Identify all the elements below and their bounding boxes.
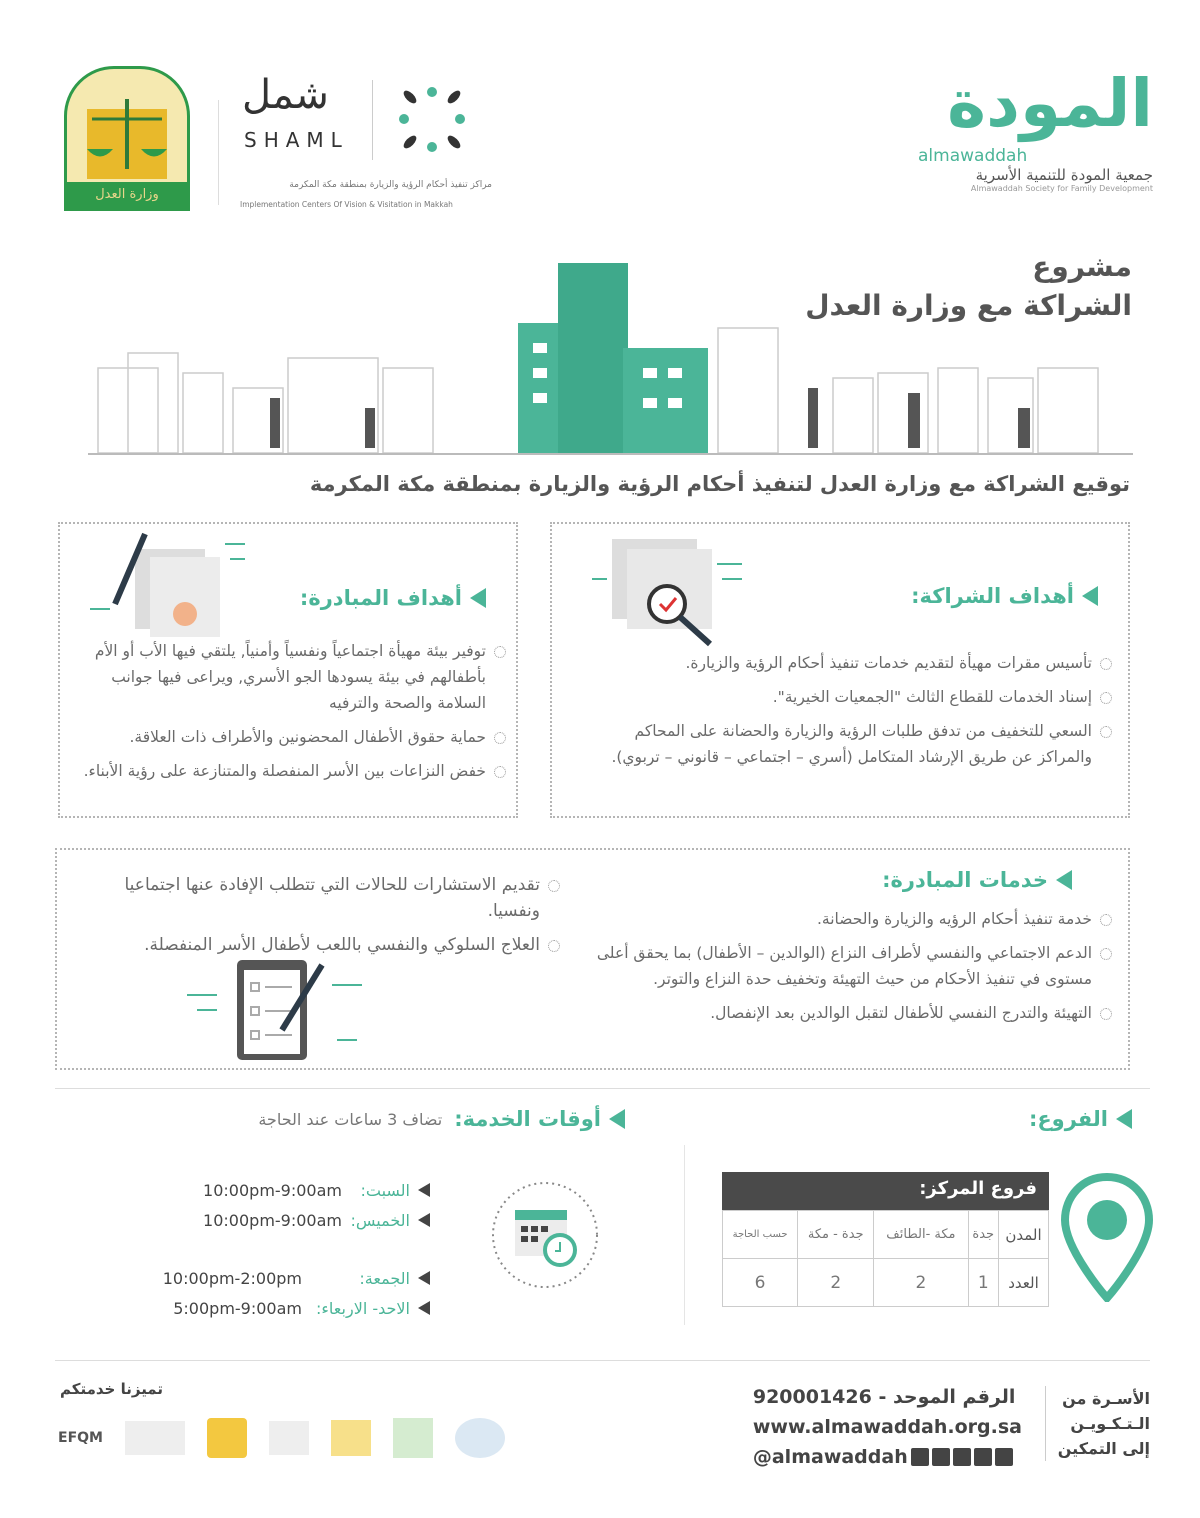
award-logo-icon <box>393 1418 433 1458</box>
ministry-of-justice-emblem <box>64 66 190 211</box>
initiative-goals-box <box>58 522 518 818</box>
heading-text: الفروع: <box>1028 1107 1108 1131</box>
day-label: الاحد- الاربعاء: <box>316 1298 410 1318</box>
service-hours-heading <box>454 1107 625 1131</box>
footer-slogan <box>1045 1386 1150 1461</box>
row-label: المدن <box>998 1211 1048 1259</box>
partnership-goals-box <box>550 522 1130 818</box>
time-range: 5:00pm-9:00am <box>173 1298 302 1318</box>
subtitle: توقيع الشراكة مع وزارة العدل لتنفيذ أحكام الرؤية والزيارة بمنطقة مكة المكرمة <box>309 472 1130 496</box>
snapchat-icon[interactable] <box>995 1448 1013 1466</box>
facebook-icon[interactable] <box>932 1448 950 1466</box>
triangle-bullet-icon <box>1116 1109 1132 1129</box>
branches-table <box>722 1172 1049 1307</box>
award-logo-icon <box>269 1421 309 1455</box>
table-cell: مكة -الطائف <box>874 1211 968 1259</box>
initiative-services-box <box>55 848 1130 1070</box>
service-hours-header <box>258 1107 625 1131</box>
table-row <box>723 1211 1049 1259</box>
triangle-bullet-icon <box>609 1109 625 1129</box>
triangle-bullet-icon <box>1056 870 1072 890</box>
title-line2: الشراكة مع وزارة العدل <box>805 289 1132 322</box>
list-item: خدمة تنفيذ أحكام الرؤيه والزيارة والحضانة. <box>584 906 1114 932</box>
footer-contact <box>753 1382 1022 1472</box>
partnership-goals-list <box>574 650 1114 778</box>
instagram-icon[interactable] <box>953 1448 971 1466</box>
website-link[interactable]: www.almawaddah.org.sa <box>752 1416 1022 1438</box>
almawaddah-logo <box>918 62 1153 212</box>
schedule-row <box>130 1293 430 1323</box>
youtube-icon[interactable] <box>974 1448 992 1466</box>
heading-text: خدمات المبادرة: <box>882 868 1048 892</box>
initiative-goals-heading <box>300 586 486 610</box>
list-item: تأسيس مقرات مهيأة لتقديم خدمات تنفيذ أحكام الرؤية والزيارة. <box>574 650 1114 676</box>
award-logo-icon <box>125 1421 185 1455</box>
city-skyline-illustration <box>88 258 1133 458</box>
heading-text: أهداف الشراكة: <box>911 584 1074 608</box>
triangle-bullet-icon <box>1082 586 1098 606</box>
location-pin-icon <box>1060 1172 1155 1302</box>
almawaddah-name-en: Almawaddah Society for Family Development <box>970 184 1153 193</box>
row-label: العدد <box>998 1259 1048 1307</box>
initiative-services-list-right <box>584 906 1114 1034</box>
service-hours-note: تضاف 3 ساعات عند الحاجة <box>258 1109 443 1129</box>
table-cell: 2 <box>798 1259 874 1307</box>
schedule-row <box>130 1263 430 1293</box>
partnership-goals-heading <box>911 584 1098 608</box>
triangle-bullet-icon <box>418 1301 430 1315</box>
branches-table-title: فروع المركز: <box>722 1172 1049 1210</box>
time-range: 10:00pm-9:00am <box>203 1180 342 1200</box>
awards-logos <box>58 1418 505 1458</box>
table-row <box>723 1259 1049 1307</box>
table-cell: حسب الحاجة <box>723 1211 798 1259</box>
table-cell: 1 <box>968 1259 998 1307</box>
almawaddah-logo-arabic: المودة <box>947 65 1153 142</box>
shaml-arabic: شمل <box>242 72 329 118</box>
heading-text: أهداف المبادرة: <box>299 586 462 610</box>
phone-number[interactable]: الرقم الموحد - 920001426 <box>752 1386 1016 1408</box>
slogan-line: الأسـرة من <box>1062 1389 1150 1408</box>
day-label: السبت: <box>360 1180 410 1200</box>
document-magnifier-icon <box>582 534 752 649</box>
shaml-logo <box>240 72 495 212</box>
list-item: الدعم الاجتماعي والنفسي لأطراف النزاع (الوالدين – الأطفال) بما يحقق أعلى مستوى في تنفيذ الأحكام من حيث التهيئة وتخفيف حدة النزاع والتوتر. <box>584 940 1114 992</box>
table-cell: 6 <box>723 1259 798 1307</box>
service-hours-schedule <box>130 1175 430 1323</box>
table-cell: 2 <box>874 1259 968 1307</box>
awards-title: تميزنا خدمتكم <box>60 1380 164 1398</box>
initiative-services-heading <box>882 868 1072 892</box>
table-cell: جدة <box>968 1211 998 1259</box>
almawaddah-logo-latin: almawaddah <box>918 146 1028 166</box>
triangle-bullet-icon <box>418 1183 430 1197</box>
list-item: خفض النزاعات بين الأسر المنفصلة والمتنازعة على رؤية الأبناء. <box>68 758 508 784</box>
list-item: السعي للتخفيف من تدفق طلبات الرؤية والزيارة والحضانة على المحاكم والمراكز عن طريق الإرشاد المتكامل (أسري – اجتماعي – قانوني – تربوي). <box>574 718 1114 770</box>
calendar-clock-icon <box>490 1180 600 1290</box>
triangle-bullet-icon <box>418 1271 430 1285</box>
twitter-icon[interactable] <box>911 1448 929 1466</box>
shaml-latin: SHAML <box>244 128 349 152</box>
list-item: توفير بيئة مهيأة اجتماعياً ونفسياً وأمنياً, يلتقي فيها الأب أو الأم بأطفالهم في بيئة يسودها الجو الأسري, ويراعى فيها جوانب السلامة والصحة والترفيه <box>68 638 508 716</box>
list-item: تقديم الاستشارات للحالات التي تتطلب الإفادة عنها اجتماعيا ونفسيا. <box>107 872 562 924</box>
social-handle[interactable]: @almawaddah <box>752 1446 908 1468</box>
initiative-goals-list <box>68 638 508 792</box>
table-cell: جدة - مكة <box>798 1211 874 1259</box>
schedule-row <box>130 1175 430 1205</box>
time-range: 10:00pm-2:00pm <box>162 1268 302 1288</box>
list-item: إسناد الخدمات للقطاع الثالث "الجمعيات الخيرية". <box>574 684 1114 710</box>
triangle-bullet-icon <box>470 588 486 608</box>
schedule-row <box>130 1205 430 1235</box>
almawaddah-name-ar: جمعية المودة للتنمية الأسرية <box>975 166 1153 184</box>
document-pen-icon <box>85 529 255 639</box>
shaml-emblem-icon <box>392 82 472 157</box>
triangle-bullet-icon <box>418 1213 430 1227</box>
shaml-desc-en: Implementation Centers Of Vision & Visitation in Makkah <box>240 200 453 209</box>
branches-heading <box>1029 1107 1132 1131</box>
ministry-logo-text: وزارة العدل <box>67 182 187 208</box>
list-item: التهيئة والتدرج النفسي للأطفال لتقبل الوالدين بعد الإنفصال. <box>584 1000 1114 1026</box>
award-logo-icon <box>455 1418 505 1458</box>
day-label: الخميس: <box>350 1210 410 1230</box>
heading-text: أوقات الخدمة: <box>454 1107 601 1131</box>
efqm-logo: EFQM <box>58 1430 103 1446</box>
initiative-services-list-left <box>107 872 562 966</box>
day-label: الجمعة: <box>359 1268 410 1288</box>
time-range: 10:00pm-9:00am <box>203 1210 342 1230</box>
title-line1: مشروع <box>1032 250 1132 283</box>
list-item: حماية حقوق الأطفال المحضونين والأطراف ذات العلاقة. <box>68 724 508 750</box>
slogan-line: إلى التمكين <box>1057 1439 1150 1458</box>
award-logo-icon <box>207 1418 247 1458</box>
list-item: العلاج السلوكي والنفسي باللعب لأطفال الأسر المنفصلة. <box>107 932 562 958</box>
clipboard-checklist-icon <box>177 955 377 1065</box>
award-logo-icon <box>331 1420 371 1456</box>
shaml-desc-ar: مراكز تنفيذ أحكام الرؤية والزيارة بمنطقة مكة المكرمة <box>289 180 492 190</box>
slogan-line: الـتـكـويـن <box>1070 1414 1150 1433</box>
